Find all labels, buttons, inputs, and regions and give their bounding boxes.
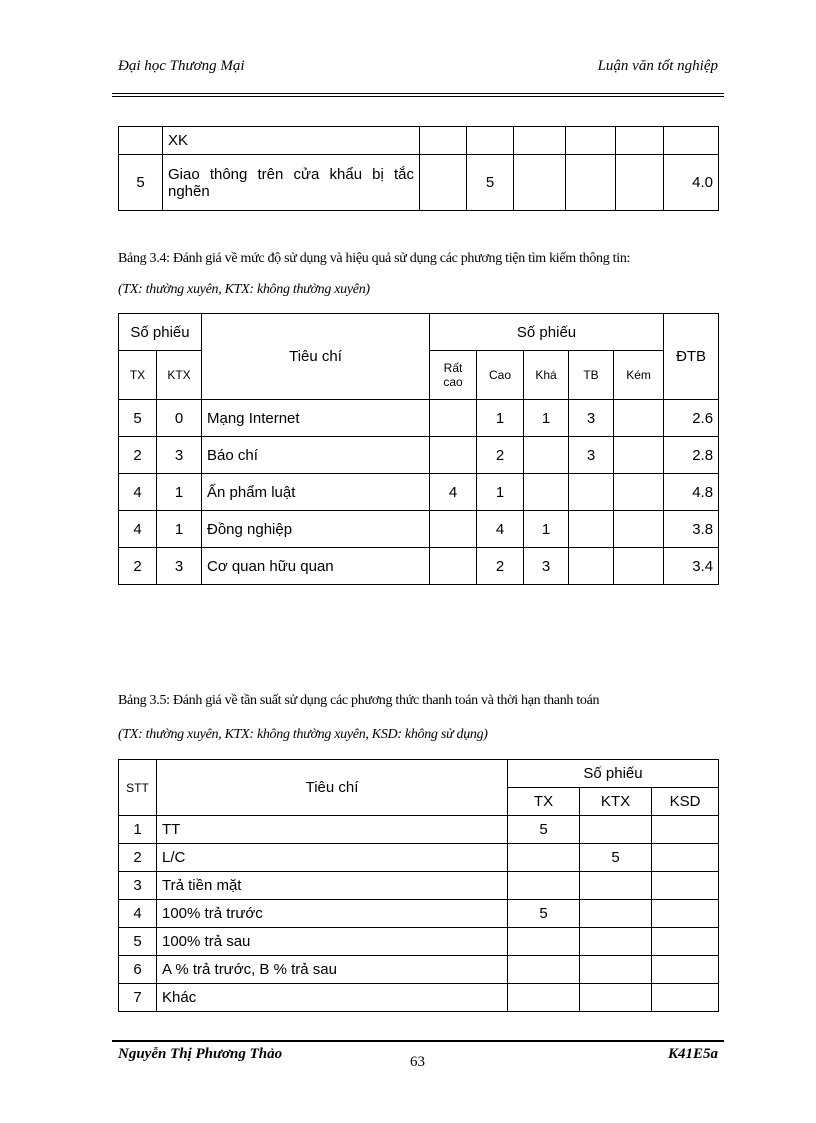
cell-tx: 5: [508, 816, 580, 844]
cell-criterion: Cơ quan hữu quan: [202, 548, 430, 585]
table-row: [119, 984, 719, 1012]
cell-tb: 3: [569, 400, 614, 437]
table35-note: (TX: thường xuyên, KTX: không thường xuyên, KSD: không sử dụng): [118, 727, 488, 742]
header-rule-top: [112, 93, 724, 94]
cell-ktx: [580, 928, 652, 956]
header-kha: Khá: [524, 351, 569, 400]
cell-criterion: 100% trả trước: [157, 900, 508, 928]
cell-ksd: [652, 844, 719, 872]
cell-criterion: TT: [157, 816, 508, 844]
header-ksd: KSD: [652, 788, 719, 816]
cell-v3: [514, 155, 566, 211]
cell-v2: 5: [467, 155, 514, 211]
cell-stt: 1: [119, 816, 157, 844]
cell-tb: [569, 548, 614, 585]
cell-stt: 4: [119, 900, 157, 928]
header-tb: TB: [569, 351, 614, 400]
cell-ratcao: 4: [430, 474, 477, 511]
footer-rule: [112, 1040, 724, 1042]
cell-criterion: Mạng Internet: [202, 400, 430, 437]
cell-tb: 3: [569, 437, 614, 474]
header-tx: TX: [508, 788, 580, 816]
cell-dtb: 4.0: [664, 155, 719, 211]
cell-tx: 5: [508, 900, 580, 928]
cell-ktx: [580, 956, 652, 984]
cell-ksd: [652, 928, 719, 956]
cell-ktx: 1: [157, 474, 202, 511]
cell-ratcao: [430, 511, 477, 548]
header-sophieu: Số phiếu: [508, 760, 719, 788]
cell-tx: 2: [119, 437, 157, 474]
header-sophieu-right: Số phiếu: [430, 314, 664, 351]
cell-kem: [614, 511, 664, 548]
table-header-row: [119, 760, 719, 788]
table-row: [119, 928, 719, 956]
cell-tx: [508, 928, 580, 956]
cell-v2: [467, 127, 514, 155]
cell-kem: [614, 437, 664, 474]
cell-kem: [614, 400, 664, 437]
cell-stt: 6: [119, 956, 157, 984]
table-row: [119, 511, 719, 548]
cell-tx: 4: [119, 511, 157, 548]
cell-dtb: 4.8: [664, 474, 719, 511]
cell-tx: [508, 956, 580, 984]
cell-kha: 1: [524, 511, 569, 548]
cell-dtb: 3.4: [664, 548, 719, 585]
table-row: [119, 872, 719, 900]
table-continued: [118, 126, 719, 211]
cell-ktx: [580, 816, 652, 844]
cell-kha: [524, 437, 569, 474]
table35-caption: Bảng 3.5: Đánh giá về tần suất sử dụng các phương thức thanh toán và thời hạn thanh toán: [118, 693, 600, 708]
table-row: [119, 155, 719, 211]
table-row: [119, 956, 719, 984]
table-header-row: [119, 314, 719, 351]
cell-cao: 4: [477, 511, 524, 548]
cell-tb: [569, 474, 614, 511]
cell-cao: 2: [477, 437, 524, 474]
cell-ktx: [580, 900, 652, 928]
footer-author: Nguyễn Thị Phương Thảo: [118, 1046, 283, 1062]
cell-cao: 1: [477, 474, 524, 511]
cell-cao: 2: [477, 548, 524, 585]
header-cao: Cao: [477, 351, 524, 400]
cell-ksd: [652, 984, 719, 1012]
cell-criterion: Giao thông trên cửa khẩu bị tắc nghẽn: [163, 155, 420, 211]
cell-kha: 1: [524, 400, 569, 437]
header-document-type: Luận văn tốt nghiệp: [597, 58, 718, 74]
cell-ratcao: [430, 548, 477, 585]
table-row: [119, 474, 719, 511]
header-ktx: KTX: [580, 788, 652, 816]
table-3-5: [118, 759, 719, 1012]
cell-ratcao: [430, 437, 477, 474]
cell-tb: [569, 511, 614, 548]
cell-v5: [616, 155, 664, 211]
cell-criterion: A % trả trước, B % trả sau: [157, 956, 508, 984]
cell-ktx: 1: [157, 511, 202, 548]
cell-v5: [616, 127, 664, 155]
cell-v4: [566, 127, 616, 155]
table-row: [119, 816, 719, 844]
cell-v1: [420, 155, 467, 211]
cell-criterion: Ấn phẩm luật: [202, 474, 430, 511]
cell-criterion: 100% trả sau: [157, 928, 508, 956]
cell-ksd: [652, 900, 719, 928]
cell-tx: [508, 872, 580, 900]
cell-tx: 2: [119, 548, 157, 585]
cell-stt: 3: [119, 872, 157, 900]
cell-tx: 5: [119, 400, 157, 437]
cell-criterion: Đồng nghiệp: [202, 511, 430, 548]
cell-ktx: [580, 984, 652, 1012]
cell-kem: [614, 474, 664, 511]
header-tieuchi: Tiêu chí: [157, 760, 508, 816]
cell-criterion: Trả tiền mặt: [157, 872, 508, 900]
header-tx: TX: [119, 351, 157, 400]
cell-stt: 7: [119, 984, 157, 1012]
cell-ktx: 0: [157, 400, 202, 437]
table-row: [119, 548, 719, 585]
cell-criterion: L/C: [157, 844, 508, 872]
cell-criterion: Báo chí: [202, 437, 430, 474]
cell-dtb: [664, 127, 719, 155]
cell-v3: [514, 127, 566, 155]
header-rule-bottom: [112, 96, 724, 97]
cell-v4: [566, 155, 616, 211]
header-dtb: ĐTB: [664, 314, 719, 400]
footer-class: K41E5a: [667, 1046, 718, 1062]
header-kem: Kém: [614, 351, 664, 400]
cell-kem: [614, 548, 664, 585]
header-university: Đại học Thương Mại: [118, 58, 245, 74]
table-3-4: [118, 313, 719, 585]
header-stt: STT: [119, 760, 157, 816]
cell-tx: 4: [119, 474, 157, 511]
header-ktx: KTX: [157, 351, 202, 400]
cell-tx: [508, 984, 580, 1012]
cell-criterion: XK: [163, 127, 420, 155]
cell-kha: [524, 474, 569, 511]
cell-stt: 5: [119, 928, 157, 956]
cell-ksd: [652, 956, 719, 984]
cell-tx: [508, 844, 580, 872]
header-tieuchi: Tiêu chí: [202, 314, 430, 400]
cell-no: 5: [119, 155, 163, 211]
cell-ktx: 3: [157, 437, 202, 474]
table-row: [119, 127, 719, 155]
cell-ktx: 3: [157, 548, 202, 585]
cell-ktx: 5: [580, 844, 652, 872]
cell-ksd: [652, 816, 719, 844]
cell-v1: [420, 127, 467, 155]
page-number: 63: [410, 1054, 425, 1070]
header-sophieu-left: Số phiếu: [119, 314, 202, 351]
cell-cao: 1: [477, 400, 524, 437]
table-row: [119, 844, 719, 872]
cell-dtb: 3.8: [664, 511, 719, 548]
table-row: [119, 400, 719, 437]
cell-dtb: 2.6: [664, 400, 719, 437]
cell-no: [119, 127, 163, 155]
table34-caption: Bảng 3.4: Đánh giá về mức độ sử dụng và hiệu quả sử dụng các phương tiện tìm kiếm thông tin:: [118, 251, 631, 266]
cell-criterion: Khác: [157, 984, 508, 1012]
cell-ktx: [580, 872, 652, 900]
cell-ratcao: [430, 400, 477, 437]
cell-ksd: [652, 872, 719, 900]
table-row: [119, 437, 719, 474]
table-row: [119, 900, 719, 928]
header-ratcao: Rất cao: [430, 351, 477, 400]
cell-stt: 2: [119, 844, 157, 872]
table34-note: (TX: thường xuyên, KTX: không thường xuyên): [118, 282, 370, 297]
cell-dtb: 2.8: [664, 437, 719, 474]
cell-kha: 3: [524, 548, 569, 585]
